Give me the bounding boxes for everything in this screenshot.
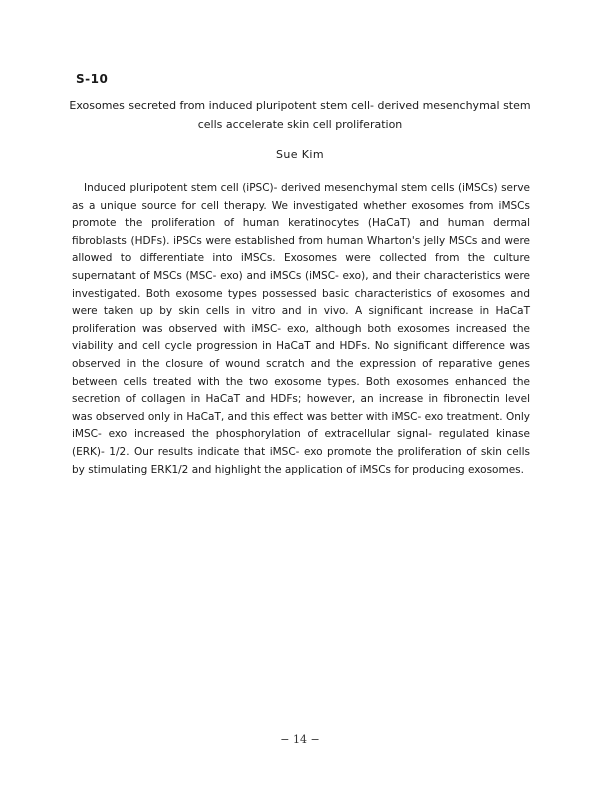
abstract-id: S-10 bbox=[76, 72, 109, 86]
abstract-body: Induced pluripotent stem cell (iPSC)- derived mesenchymal stem cells (iMSCs) serve as a unique source for cell therapy. We investigated whether exosomes from iMSCs promote the proliferation of human keratinocytes (HaCaT) and human dermal fibroblasts (HDFs). iPSCs were established from human Wharton's jelly MSCs and were allowed to differentiate into iMSCs. Exosomes were collected from the culture supernatant of MSCs (MSC- exo) and iMSCs (iMSC- exo), and their characteristics were investigated. Both exosome types possessed basic characteristics of exosomes and were taken up by skin cells in vitro and in vivo. A significant increase in HaCaT proliferation was observed with iMSC- exo, although both exosomes increased the viability and cell cycle progression in HaCaT and HDFs. No significant difference was observed in the closure of wound scratch and the expression of reparative genes between cells treated with the two exosome types. Both exosomes enhanced the secretion of collagen in HaCaT and HDFs; however, an increase in fibronectin level was observed only in HaCaT, and this effect was better with iMSC- exo treatment. Only iMSC- exo increased the phosphorylation of extracellular signal- regulated kinase (ERK)- 1/2. Our results indicate that iMSC- exo promote the proliferation of skin cells by stimulating ERK1/2 and highlight the application of iMSCs for producing exosomes. bbox=[72, 182, 530, 476]
page-number: − 14 − bbox=[280, 733, 320, 746]
abstract-title: Exosomes secreted from induced pluripotent stem cell- derived mesenchymal stem cells accelerate skin cell proliferation bbox=[69, 99, 531, 131]
author-name: Sue Kim bbox=[275, 148, 324, 161]
